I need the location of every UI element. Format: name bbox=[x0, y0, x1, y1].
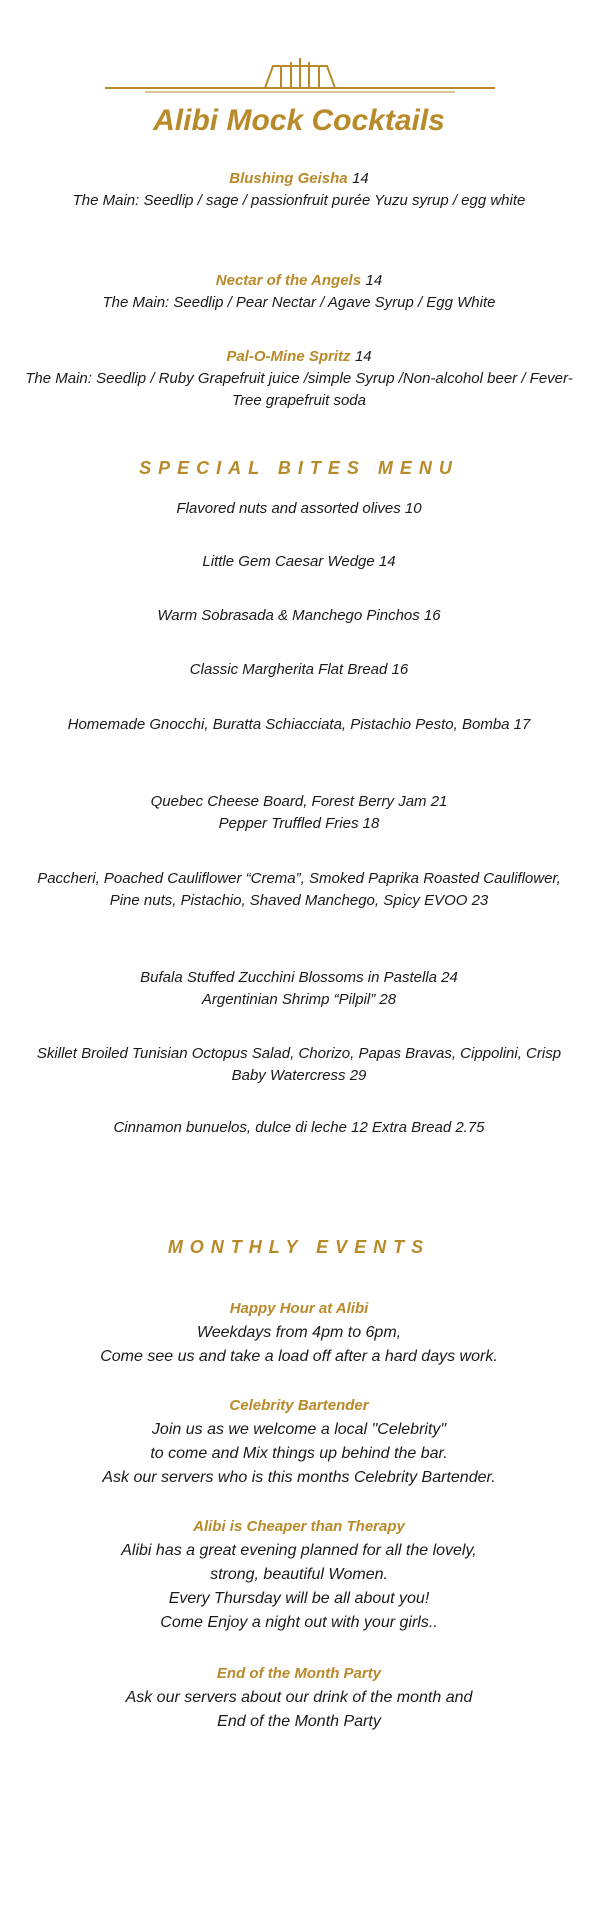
bite-item: Paccheri, Poached Cauliflower “Crema”, Smoked Paprika Roasted Cauliflower, Pine nuts, Pistachio, Shaved Manchego, Spicy EVOO 23 bbox=[37, 870, 561, 909]
event-line: Every Thursday will be all about you! bbox=[168, 1590, 430, 1607]
event-block bbox=[20, 1394, 578, 1490]
bite-item: Bufala Stuffed Zucchini Blossoms in Pastella 24 Argentinian Shrimp “Pilpil” 28 bbox=[140, 969, 458, 1008]
event-line: Ask our servers who is this months Celebrity Bartender. bbox=[102, 1469, 496, 1486]
cocktail-desc: The Main: Seedlip / Pear Nectar / Agave Syrup / Egg White bbox=[102, 294, 496, 311]
event-line: Ask our servers about our drink of the month and bbox=[125, 1689, 473, 1706]
bite-item: Skillet Broiled Tunisian Octopus Salad, Chorizo, Papas Bravas, Cippolini, Crisp Baby Watercress 29 bbox=[36, 1045, 562, 1084]
event-block bbox=[20, 1662, 578, 1734]
event-line: strong, beautiful Women. bbox=[210, 1566, 388, 1583]
event-line: to come and Mix things up behind the bar. bbox=[150, 1445, 448, 1462]
cocktail-item bbox=[20, 270, 578, 314]
bite-item: Quebec Cheese Board, Forest Berry Jam 21 Pepper Truffled Fries 18 bbox=[150, 793, 448, 832]
bites-heading: SPECIAL BITES MENU bbox=[139, 458, 459, 478]
bite-item: Warm Sobrasada & Manchego Pinchos 16 bbox=[157, 607, 441, 624]
cocktail-name: Pal-O-Mine Spritz bbox=[226, 348, 351, 365]
event-line: Weekdays from 4pm to 6pm, bbox=[196, 1324, 402, 1341]
cocktail-desc: The Main: Seedlip / sage / passionfruit purée Yuzu syrup / egg white bbox=[72, 192, 526, 209]
event-title: End of the Month Party bbox=[216, 1665, 382, 1682]
bite-item: Classic Margherita Flat Bread 16 bbox=[189, 661, 409, 678]
event-line: Alibi has a great evening planned for all the lovely, bbox=[121, 1542, 477, 1559]
bite-item: Cinnamon bunuelos, dulce di leche 12 Extra Bread 2.75 bbox=[113, 1119, 485, 1136]
events-heading: MONTHLY EVENTS bbox=[167, 1237, 431, 1257]
cocktail-name: Nectar of the Angels bbox=[215, 272, 362, 289]
event-title: Alibi is Cheaper than Therapy bbox=[193, 1518, 405, 1535]
cocktail-desc: The Main: Seedlip / Ruby Grapefruit juice /simple Syrup /Non-alcohol beer / Fever-Tree grapefruit soda bbox=[25, 370, 573, 409]
bite-item: Flavored nuts and assorted olives 10 bbox=[176, 500, 422, 517]
cocktail-price: 14 bbox=[365, 272, 383, 289]
event-title: Celebrity Bartender bbox=[229, 1397, 369, 1414]
event-title: Happy Hour at Alibi bbox=[229, 1300, 369, 1317]
cocktail-name: Blushing Geisha bbox=[229, 170, 348, 187]
cocktails-title: Alibi Mock Cocktails bbox=[153, 104, 445, 137]
cocktail-item bbox=[20, 346, 578, 412]
event-line: Join us as we welcome a local "Celebrity" bbox=[151, 1421, 447, 1438]
event-block bbox=[20, 1515, 578, 1635]
art-deco-ornament-icon bbox=[105, 58, 495, 98]
cocktail-price: 14 bbox=[354, 348, 372, 365]
bite-item: Homemade Gnocchi, Buratta Schiacciata, Pistachio Pesto, Bomba 17 bbox=[67, 716, 531, 733]
cocktail-price: 14 bbox=[352, 170, 369, 187]
event-line: End of the Month Party bbox=[217, 1713, 381, 1730]
event-line: Come Enjoy a night out with your girls.. bbox=[160, 1614, 438, 1631]
event-line: Come see us and take a load off after a hard days work. bbox=[100, 1348, 498, 1365]
bite-item: Little Gem Caesar Wedge 14 bbox=[202, 553, 396, 570]
event-block bbox=[20, 1297, 578, 1369]
cocktail-item bbox=[20, 168, 578, 212]
